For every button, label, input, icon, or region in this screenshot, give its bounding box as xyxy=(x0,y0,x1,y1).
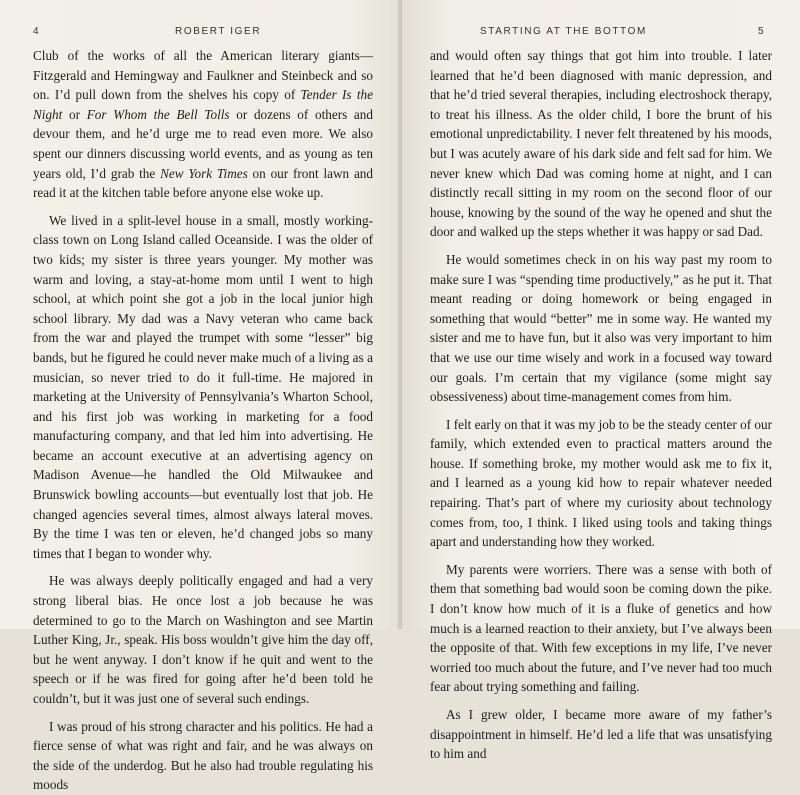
paragraph xyxy=(430,560,772,697)
text-segment: We lived in a split-level house in a small, mostly working-class town on Long Island called Oceanside. I was the older of two kids; my sister is three years younger. My mother was warm and loving, a stay-at-home mom until I went to high school, at which point she got a job in the local junior high school library. My dad was a Navy veteran who came back from the war and played the trumpet with some “lesser” big bands, but he figured he could never make much of a living as a musician, so never tried to do it full-time. He majored in marketing at the University of Pennsylvania’s Wharton School, and his first job was working in marketing for a food manufacturing company, and that led him into advertising. He became an account executive at an advertising agency on Madison Avenue—he handled the Old Milwaukee and Brunswick bowling accounts—but eventually lost that job. He changed agencies several times, almost always lateral moves. By the time I was ten or eleven, he’d changed jobs so many times that I began to wonder why. xyxy=(33,212,373,561)
paragraph xyxy=(33,211,373,564)
text-segment: or dozens of others and devour them, and he’d urge me to read even more. We also spent our dinners discussing world events, and as young as ten years old, I’d grab the xyxy=(33,106,373,181)
text-segment: He would sometimes check in on his way past my room to make sure I was “spending time productively,” as he put it. That meant reading or doing homework or being engaged in something that would “better” me in some way. He wanted my sister and me to have fun, but it also was very important to him that we use our time wisely and work in a focused way toward our goals. I’m certain that my vigilance (some might say obsessiveness) about time-management comes from him. xyxy=(430,251,772,405)
paragraph xyxy=(33,571,373,708)
paragraph xyxy=(430,705,772,764)
text-segment: My parents were worriers. There was a sense with both of them that something bad would soon be coming down the pike. I don’t know how much of it is a fluke of genetics and how much is a learned reaction to their anxiety, but I’ve always been the opposite of that. With few exceptions in my life, I’ve never worried too much about the future, and I’ve never had too much fear about trying something and failing. xyxy=(430,561,772,695)
text-segment: I felt early on that it was my job to be the steady center of our family, which extended even to practical matters around the house. If something broke, my mother would ask me to fix it, and I learned as a young kid how to repair whatever needed repairing. That’s part of where my curiosity about technology comes from, too, I think. I liked using tools and taking things apart and understanding how they worked. xyxy=(430,416,772,550)
text-segment: Club of the works of all the American literary giants—Fitzgerald and Hemingway and Faulkner and Steinbeck and so on. I’d pull down from the shelves his copy of xyxy=(33,48,373,103)
running-head-chapter: STARTING AT THE BOTTOM xyxy=(480,26,647,37)
left-page xyxy=(0,0,400,793)
book-gutter xyxy=(398,0,402,629)
text-segment: on our front lawn and read it at the kitchen table before anyone else woke up. xyxy=(33,165,373,201)
left-body-text xyxy=(33,46,373,795)
paragraph xyxy=(430,250,772,407)
running-head-author: ROBERT IGER xyxy=(175,26,262,37)
italic-title-text: Tender Is the Night xyxy=(33,87,373,122)
text-segment: As I grew older, I became more aware of my father’s disappointment in himself. He’d led a life that was unsatisfying to him and xyxy=(430,707,772,762)
page-number: 5 xyxy=(758,26,766,37)
right-body-text xyxy=(430,46,772,764)
paragraph xyxy=(33,717,373,795)
paragraph xyxy=(430,46,772,242)
italic-title-text: New York Times xyxy=(160,165,248,181)
text-segment: I was proud of his strong character and his politics. He had a fierce sense of what was right and fair, and he was always on the side of the underdog. But he also had trouble regulating his moods xyxy=(33,718,373,793)
paragraph xyxy=(430,415,772,552)
right-page xyxy=(400,0,800,762)
text-segment: He was always deeply politically engaged and had a very strong liberal bias. He once lost a job because he was determined to go to the March on Washington and see Martin Luther King, Jr., speak. His boss wouldn’t give him the day off, but he went anyway. I don’t know if he quit and went to the speech or if he was fired for going after he’d been told he couldn’t, but it was just one of several such endings. xyxy=(33,573,373,706)
text-segment: or xyxy=(62,106,87,122)
page-number: 4 xyxy=(33,26,41,37)
italic-title-text: For Whom the Bell Tolls xyxy=(86,106,230,122)
paragraph xyxy=(33,46,373,203)
text-segment: and would often say things that got him into trouble. I later learned that he’d been diagnosed with manic depression, and that he’d tried several therapies, including electroshock therapy, to treat his illness. As the older child, I bore the brunt of his emotional unpredictability. I never felt threatened by his moods, but I was acutely aware of his dark side and felt sad for him. We never knew which Dad was coming home at night, and I can distinctly recall sitting in my room on the second floor of our house, knowing by the sound of the way he opened and shut the door and walked up the steps whether it was happy or sad Dad. xyxy=(430,48,772,240)
